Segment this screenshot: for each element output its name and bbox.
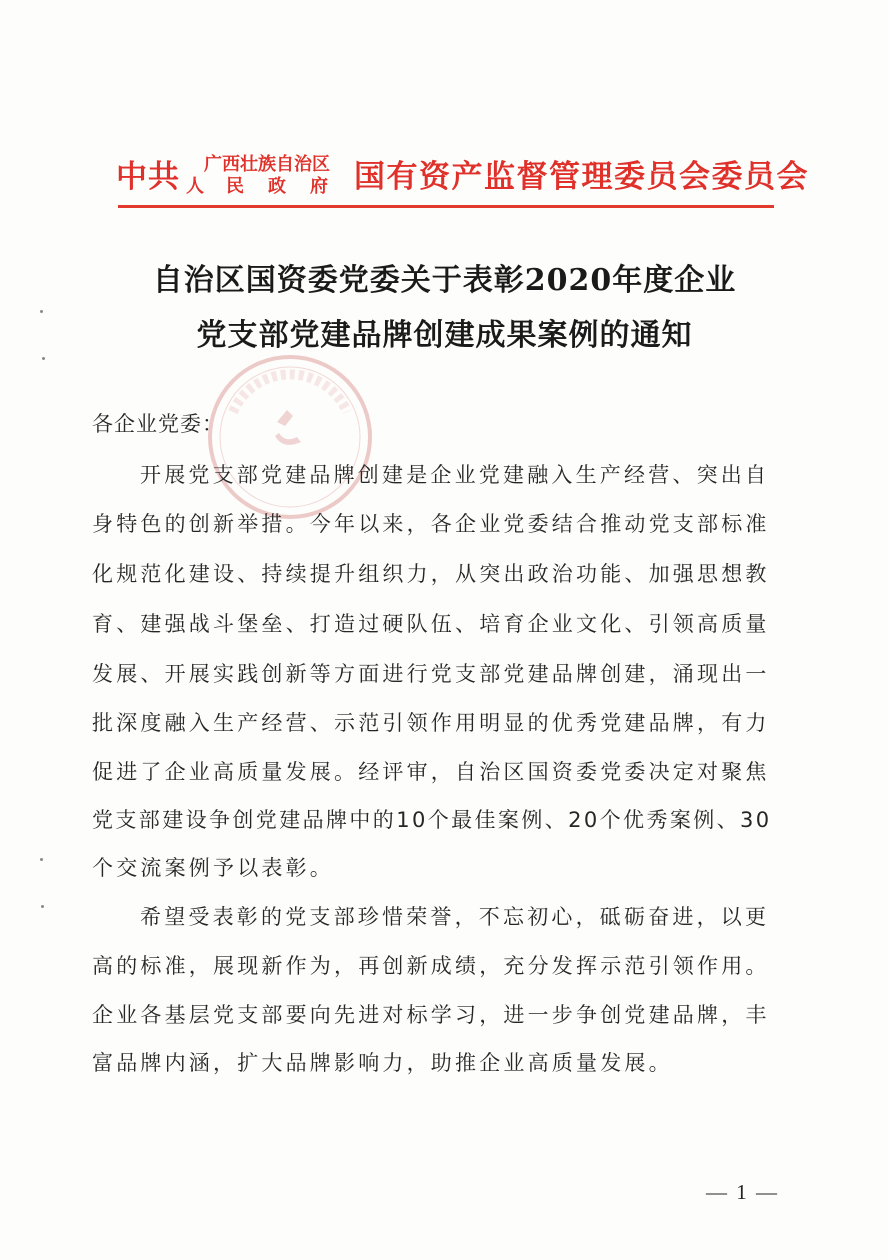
- document-title-line-1: 自治区国资委党委关于表彰2020年度企业: [152, 263, 737, 298]
- paragraph-2-line: 高的标准，展现新作为，再创新成绩，充分发挥示范引领作用。: [92, 954, 770, 978]
- official-seal-icon: [205, 352, 375, 522]
- paragraph-1-line: 身特色的创新举措。今年以来，各企业党委结合推动党支部标准: [92, 512, 770, 536]
- page-number: — 1 —: [706, 1180, 779, 1204]
- paragraph-1-line: 党支部建设争创党建品牌中的10个最佳案例、20个优秀案例、30: [92, 808, 772, 832]
- letterhead: [116, 150, 809, 202]
- paragraph-1-line: 育、建强战斗堡垒、打造过硬队伍、培育企业文化、引领高质量: [92, 612, 770, 636]
- letterhead-gov-char: 民: [226, 176, 244, 197]
- letterhead-gov-char: 政: [268, 176, 286, 197]
- letterhead-gov-char: 人: [186, 176, 204, 197]
- paragraph-1-line: 开展党支部党建品牌创建是企业党建融入生产经营、突出自: [140, 463, 770, 487]
- paragraph-1-line: 个交流案例予以表彰。: [92, 856, 334, 880]
- paragraph-2-line: 希望受表彰的党支部珍惜荣誉，不忘初心，砥砺奋进，以更: [140, 905, 770, 929]
- letterhead-divider: [118, 205, 774, 208]
- paragraph-1-line: 发展、开展实践创新等方面进行党支部党建品牌创建，涌现出一: [92, 662, 770, 686]
- paragraph-1-line: 促进了企业高质量发展。经评审，自治区国资委党委决定对聚焦: [92, 760, 770, 784]
- document-title-line-2: 党支部党建品牌创建成果案例的通知: [196, 318, 693, 353]
- paragraph-1-line: 化规范化建设、持续提升组织力，从突出政治功能、加强思想教: [92, 562, 770, 586]
- letterhead-issuer-stack: [186, 154, 348, 198]
- paragraph-2-line: 富品牌内涵，扩大品牌影响力，助推企业高质量发展。: [92, 1051, 673, 1075]
- letterhead-committee: 国有资产监督管理委员会委员会: [354, 159, 809, 195]
- salutation: 各企业党委：: [92, 412, 224, 436]
- paragraph-1-line: 批深度融入生产经营、示范引领作用明显的优秀党建品牌，有力: [92, 711, 770, 735]
- letterhead-region: 广西壮族自治区: [204, 154, 330, 175]
- paragraph-2-line: 企业各基层党支部要向先进对标学习，进一步争创党建品牌，丰: [92, 1003, 770, 1027]
- letterhead-gov-char: 府: [310, 176, 328, 197]
- letterhead-prefix: 中共: [116, 159, 180, 195]
